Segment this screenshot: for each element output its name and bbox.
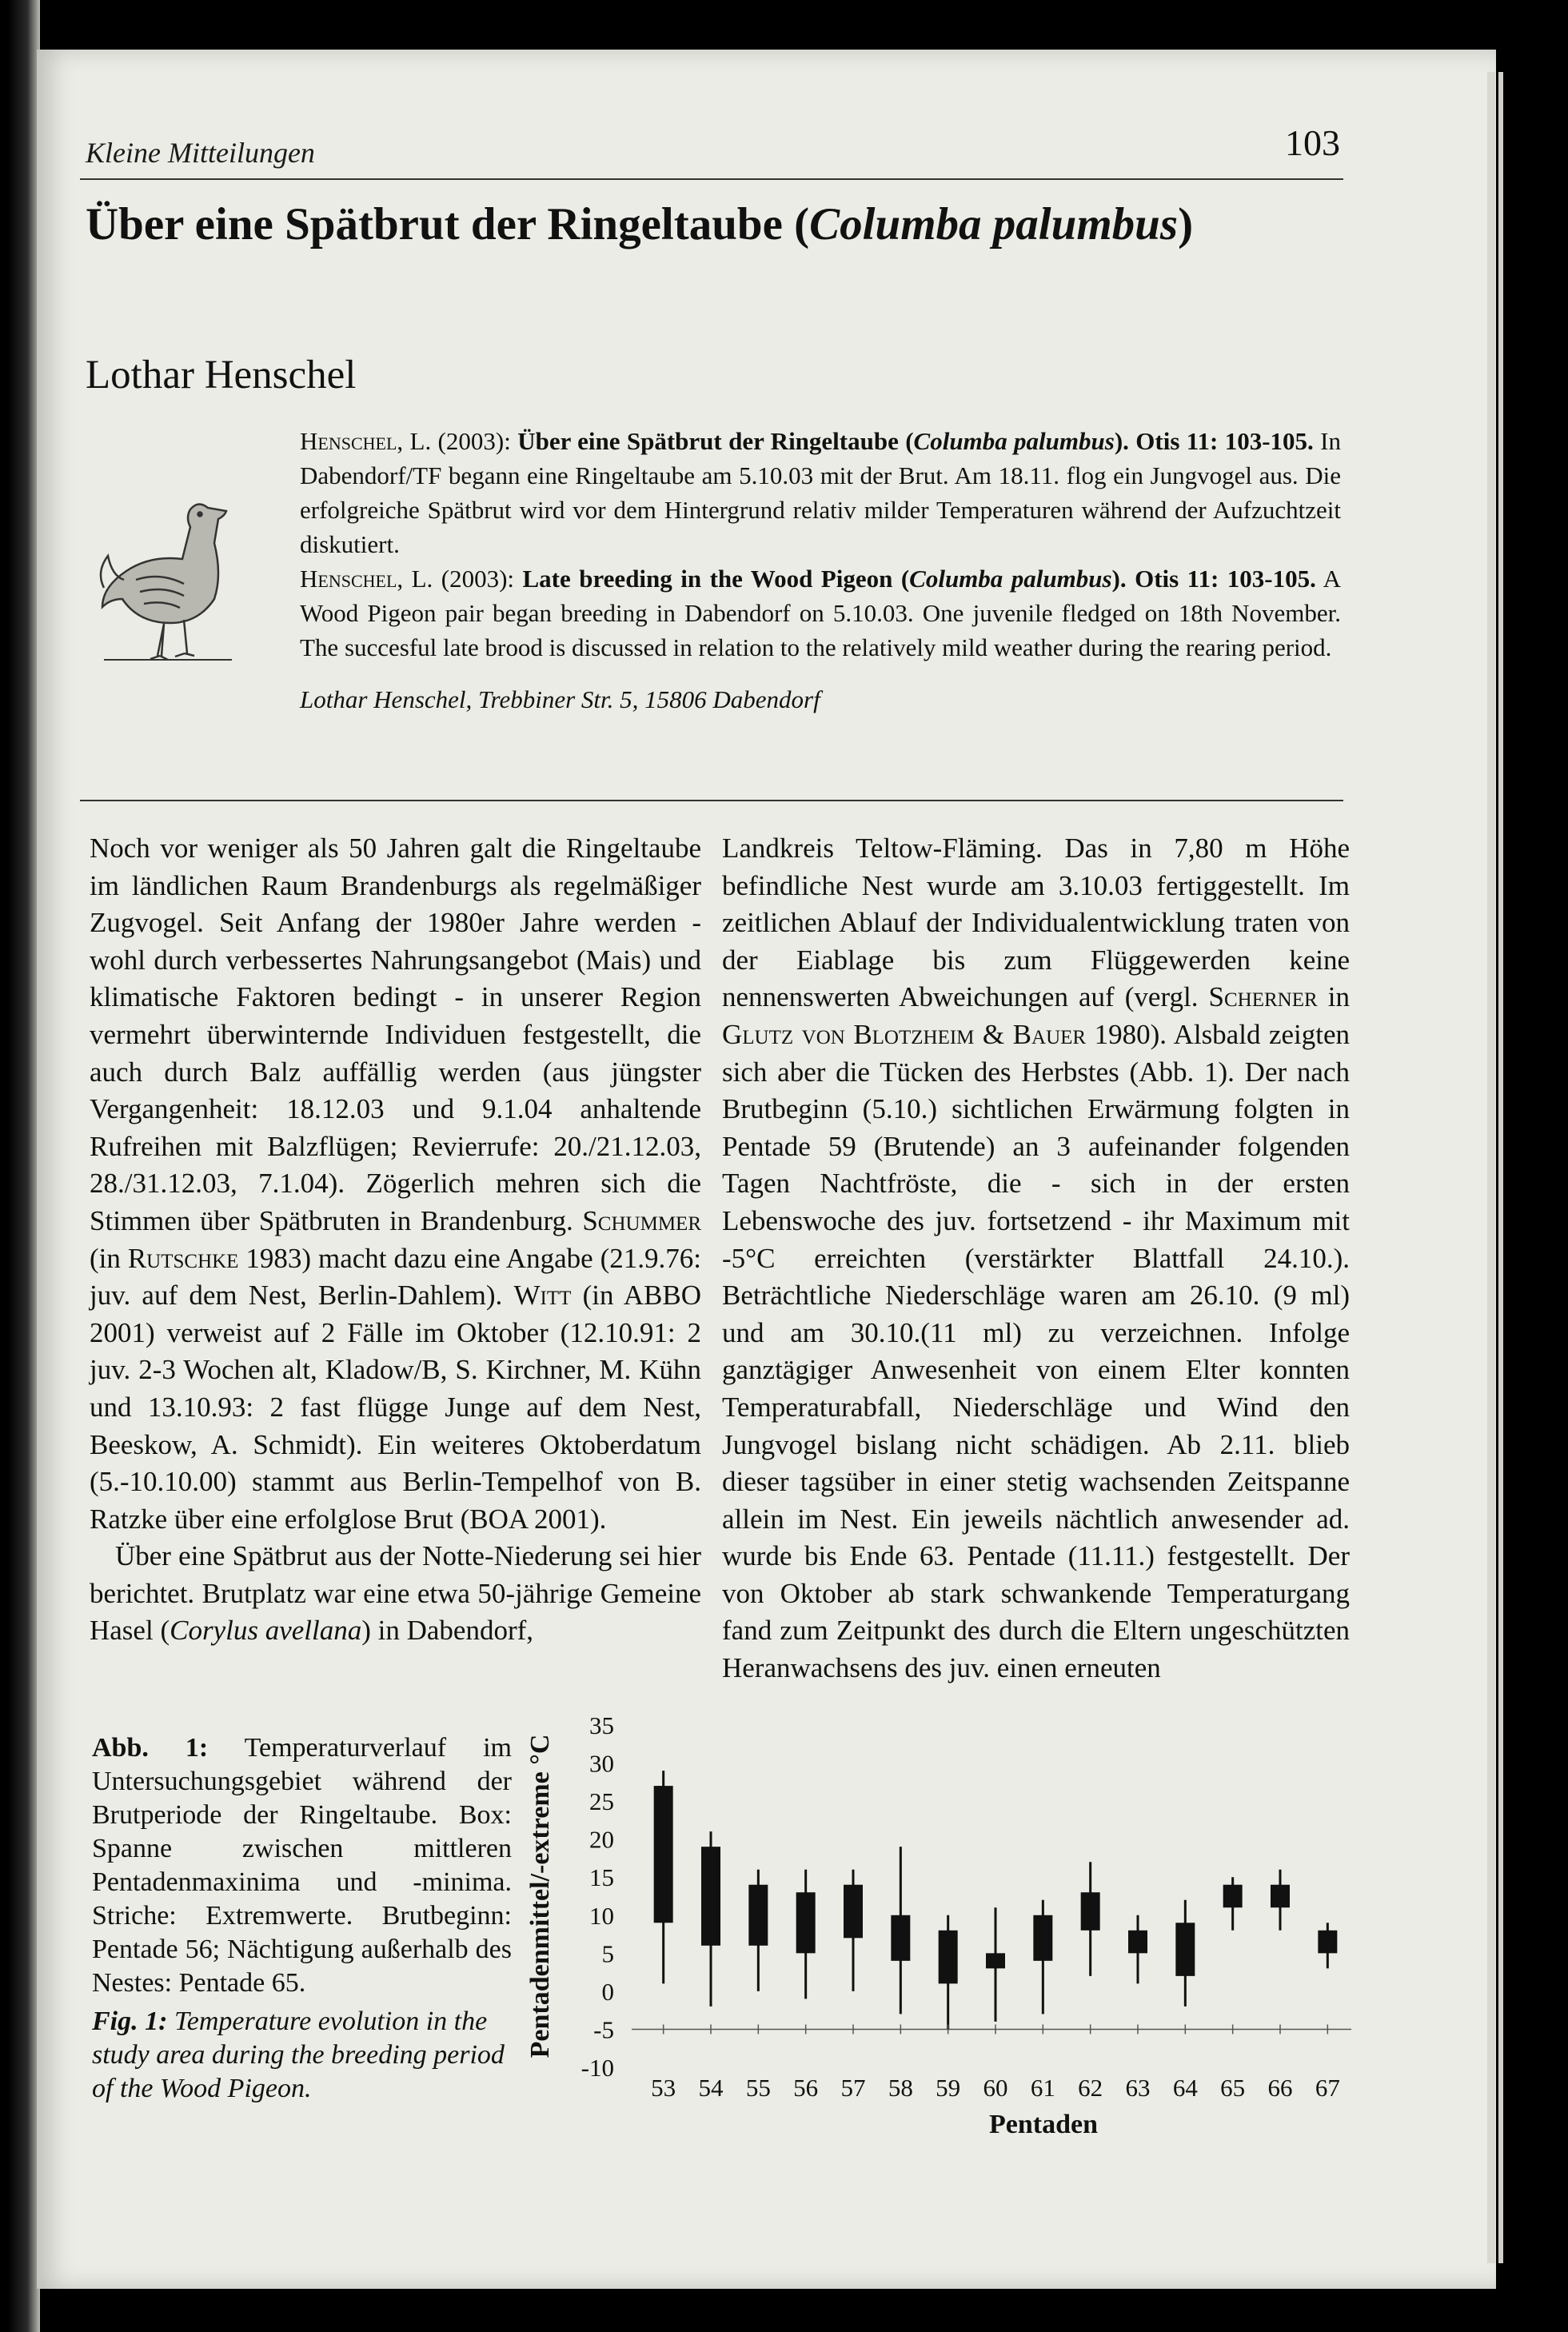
x-tick-label: 53: [651, 2074, 676, 2102]
text-run: in: [1317, 981, 1350, 1013]
citation-species: Columba palumbus: [909, 565, 1112, 593]
bustard-logo: [88, 492, 240, 664]
title-suffix: ): [1178, 199, 1194, 250]
abstract: [300, 424, 1341, 717]
abstract-en: [300, 561, 1341, 665]
cited-author: Glutz von Blotzheim: [722, 1018, 975, 1050]
citation-title: [523, 565, 1316, 593]
text-run: 1980). Alsbald zeigten sich aber die Tücken des Herbstes (Abb. 1). Der nach Brutbeginn (5.10.) sichtlichen Erwärmung folgten in Pentade 59 (Brutende) an 3 aufeinander folgenden Tagen Nachtfröste, die - sich in der ersten Lebenswoche des juv. fortsetzend - ihr Maximum mit -5°C erreichten (verstärkter Blattfall 24.10.). Beträchtliche Niederschläge waren am 26.10. (9 ml) und am 30.10.(11 ml) zu verzeichnen. Infolge ganztägiger Anwesenheit von einem Elter konnten Temperaturabfall, Niederschläge und Wind den Jungvogel bislang nicht schädigen. Ab 2.11. blieb dieser tagsüber in einer stetig wachsenden Zeitspanne allein im Nest. Ein jeweils nächtlich anwesender ad. wurde bis Ende 63. Pentade (11.11.) festgestellt. Der von Oktober ab stark schwankende Temperaturgang fand zum Zeitpunkt des durch die Eltern ungeschützten Heranwachsens des juv. einen erneuten: [722, 1018, 1351, 1684]
text-run: ) in Dabendorf,: [361, 1615, 534, 1647]
caption-label: Abb. 1:: [92, 1733, 209, 1763]
citation-species: Columba palumbus: [913, 427, 1115, 455]
x-axis-label: Pentaden: [989, 2110, 1098, 2139]
y-axis-label: Pentadenmittel/-extreme °C: [525, 1734, 555, 2058]
cited-author: Bauer: [1012, 1018, 1087, 1050]
caption-de: [92, 1731, 512, 2000]
box: [701, 1847, 720, 1946]
x-tick-label: 66: [1267, 2074, 1293, 2102]
y-tick-label: 5: [601, 1939, 614, 1968]
box: [1128, 1931, 1147, 1954]
text-run: Noch vor weniger als 50 Jahren galt die Ringeltaube im ländlichen Raum Brandenburgs als regelmäßiger Zugvogel. Seit Anfang der 1980er Jahre werden - wohl durch verbessertes Nahrungsangebot (Mais) und klimatische Faktoren bedingt - in unserer Region vermehrt überwinternde Individuen festgestellt, die auch durch Balz auffällig werden (aus jüngster Vergangenheit: 18.12.03 und 9.1.04 anhaltende Rufreihen mit Balzflügen; Revierrufe: 20./21.12.03, 28./31.12.03, 7.1.04). Zögerlich mehren sich die Stimmen über Spätbruten in Brandenburg.: [90, 833, 701, 1236]
text-run: Landkreis Teltow-Fläming. Das in 7,80 m Höhe befindliche Nest wurde am 3.10.03 fertiggestellt. Im zeitlichen Ablauf der Individualentwicklung traten von der Eiablage bis zum Flüggewerden keine nennenswerten Abweichungen auf (vergl.: [722, 833, 1350, 1013]
y-tick-label: 25: [589, 1787, 614, 1816]
box: [1175, 1923, 1195, 1976]
x-tick-label: 63: [1125, 2074, 1151, 2102]
x-tick-label: 64: [1172, 2074, 1198, 2102]
figure-caption: [92, 1731, 512, 2106]
citation-title-text: Über eine Spätbrut der Ringeltaube (: [517, 427, 914, 455]
y-tick-label: 30: [589, 1749, 614, 1778]
temperature-chart: [512, 1707, 1359, 2139]
header-rule: [80, 178, 1343, 180]
box: [1081, 1892, 1100, 1931]
y-tick-label: 20: [589, 1825, 614, 1854]
caption-en: [92, 2005, 512, 2106]
box: [1033, 1915, 1052, 1961]
citation-title: [517, 427, 1314, 455]
text-run: 1983) macht dazu eine Angabe (21.9.76: juv. auf dem Nest, Berlin-Dahlem).: [90, 1242, 701, 1312]
box: [796, 1892, 816, 1953]
article-title: [86, 198, 1193, 250]
running-title: Kleine Mitteilungen: [86, 137, 315, 169]
body-column-right: [722, 830, 1350, 1687]
cited-author: Scherner: [1208, 981, 1318, 1013]
x-tick-label: 59: [936, 2074, 961, 2102]
x-tick-label: 55: [745, 2074, 771, 2102]
abstract-de: [300, 424, 1341, 561]
box: [939, 1931, 958, 1984]
x-tick-label: 56: [793, 2074, 819, 2102]
author-address: Lothar Henschel, Trebbiner Str. 5, 15806 Dabendorf: [300, 685, 820, 713]
cited-author: Rutschke: [127, 1242, 239, 1274]
title-species: Columba palumbus: [809, 199, 1179, 250]
y-tick-label: 0: [601, 1977, 614, 2006]
box: [1271, 1885, 1290, 1908]
chart-svg: [512, 1707, 1359, 2139]
x-tick-label: 65: [1220, 2074, 1246, 2102]
text-run: (in ABBO 2001) verweist auf 2 Fälle im Oktober (12.10.91: 2 juv. 2-3 Wochen alt, Kladow/B, S. Kirchner, M. Kühn und 13.10.93: 2 fast flügge Junge auf dem Nest, Beeskow, A. Schmidt). Ein weiteres Oktoberdatum (5.-10.10.00) stammt aus Berlin-Tempelhof von B. Ratzke über eine erfolglose Brut (BOA 2001).: [90, 1280, 701, 1535]
species-name: Corylus avellana: [170, 1615, 362, 1647]
page-number: 103: [1285, 122, 1340, 163]
caption-text: Temperaturverlauf im Untersuchungsgebiet während der Brutperiode der Ringeltaube. Box: Spanne zwischen mittleren Pentadenmaxinima und -minima. Striche: Extremwerte. Brutbeginn: Pentade 56; Nächtigung außerhalb des Nestes: Pentade 65.: [92, 1733, 512, 1998]
paragraph: [90, 1538, 701, 1650]
y-tick-label: -5: [593, 2015, 614, 2044]
citation-ref: ). Otis 11: 103-105.: [1111, 565, 1316, 593]
box: [748, 1885, 768, 1946]
abstract-en-text: A Wood Pigeon pair began breeding in Dabendorf on 5.10.03. One juvenile fledged on 18th November. The succesful late brood is discussed in relation to the relatively mild weather during the rearing period.: [300, 565, 1341, 661]
book-spine: [8, 0, 40, 2332]
text-run: &: [974, 1018, 1013, 1050]
page-edge: [1487, 72, 1495, 2263]
box: [891, 1915, 910, 1961]
x-tick-label: 57: [840, 2074, 866, 2102]
citation-year: , L. (2003):: [397, 565, 523, 593]
y-tick-label: -10: [581, 2054, 614, 2082]
x-tick-label: 54: [698, 2074, 724, 2102]
title-prefix: Über eine Spätbrut der Ringeltaube (: [86, 199, 810, 250]
caption-text: Temperature evolution in the study area during the breeding period of the Wood Pigeon.: [92, 2007, 505, 2103]
citation-ref: ). Otis 11: 103-105.: [1114, 427, 1314, 455]
body-column-left: [90, 830, 701, 1650]
y-tick-label: 10: [589, 1901, 614, 1930]
box: [844, 1885, 863, 1939]
box: [986, 1953, 1005, 1968]
citation-author: Henschel: [300, 565, 397, 593]
paragraph: [722, 830, 1350, 1687]
cited-author: Schummer: [582, 1204, 701, 1236]
y-tick-label: 15: [589, 1863, 614, 1892]
abstract-de-text: In Dabendorf/TF begann eine Ringeltaube am 5.10.03 mit der Brut. Am 18.11. flog ein Jungvogel aus. Die erfolgreiche Spätbrut wird vor dem Hintergrund relativ milder Temperaturen während der Aufzuchtzeit diskutiert.: [300, 427, 1341, 558]
paragraph: [90, 830, 701, 1538]
text-run: (in: [90, 1242, 128, 1274]
cited-author: Witt: [513, 1280, 572, 1312]
abstract-rule: [80, 800, 1343, 801]
citation-title-text: Late breeding in the Wood Pigeon (: [522, 565, 910, 593]
box: [654, 1786, 673, 1923]
x-tick-label: 62: [1078, 2074, 1103, 2102]
box: [1318, 1931, 1337, 1954]
box: [1223, 1885, 1243, 1908]
citation-author: Henschel: [300, 427, 397, 455]
x-tick-label: 61: [1030, 2074, 1055, 2102]
caption-label: Fig. 1:: [92, 2007, 168, 2036]
x-tick-label: 58: [888, 2074, 913, 2102]
article-author: Lothar Henschel: [86, 353, 357, 397]
text-run: Über eine Spätbrut aus der Notte-Niederung sei hier berichtet. Brutplatz war eine etwa 50-jährige Gemeine Hasel (: [90, 1540, 701, 1647]
page-edge: [1498, 72, 1503, 2263]
x-tick-label: 67: [1315, 2074, 1340, 2102]
citation-year: , L. (2003):: [397, 427, 518, 455]
y-tick-label: 35: [589, 1711, 614, 1739]
x-tick-label: 60: [983, 2074, 1008, 2102]
